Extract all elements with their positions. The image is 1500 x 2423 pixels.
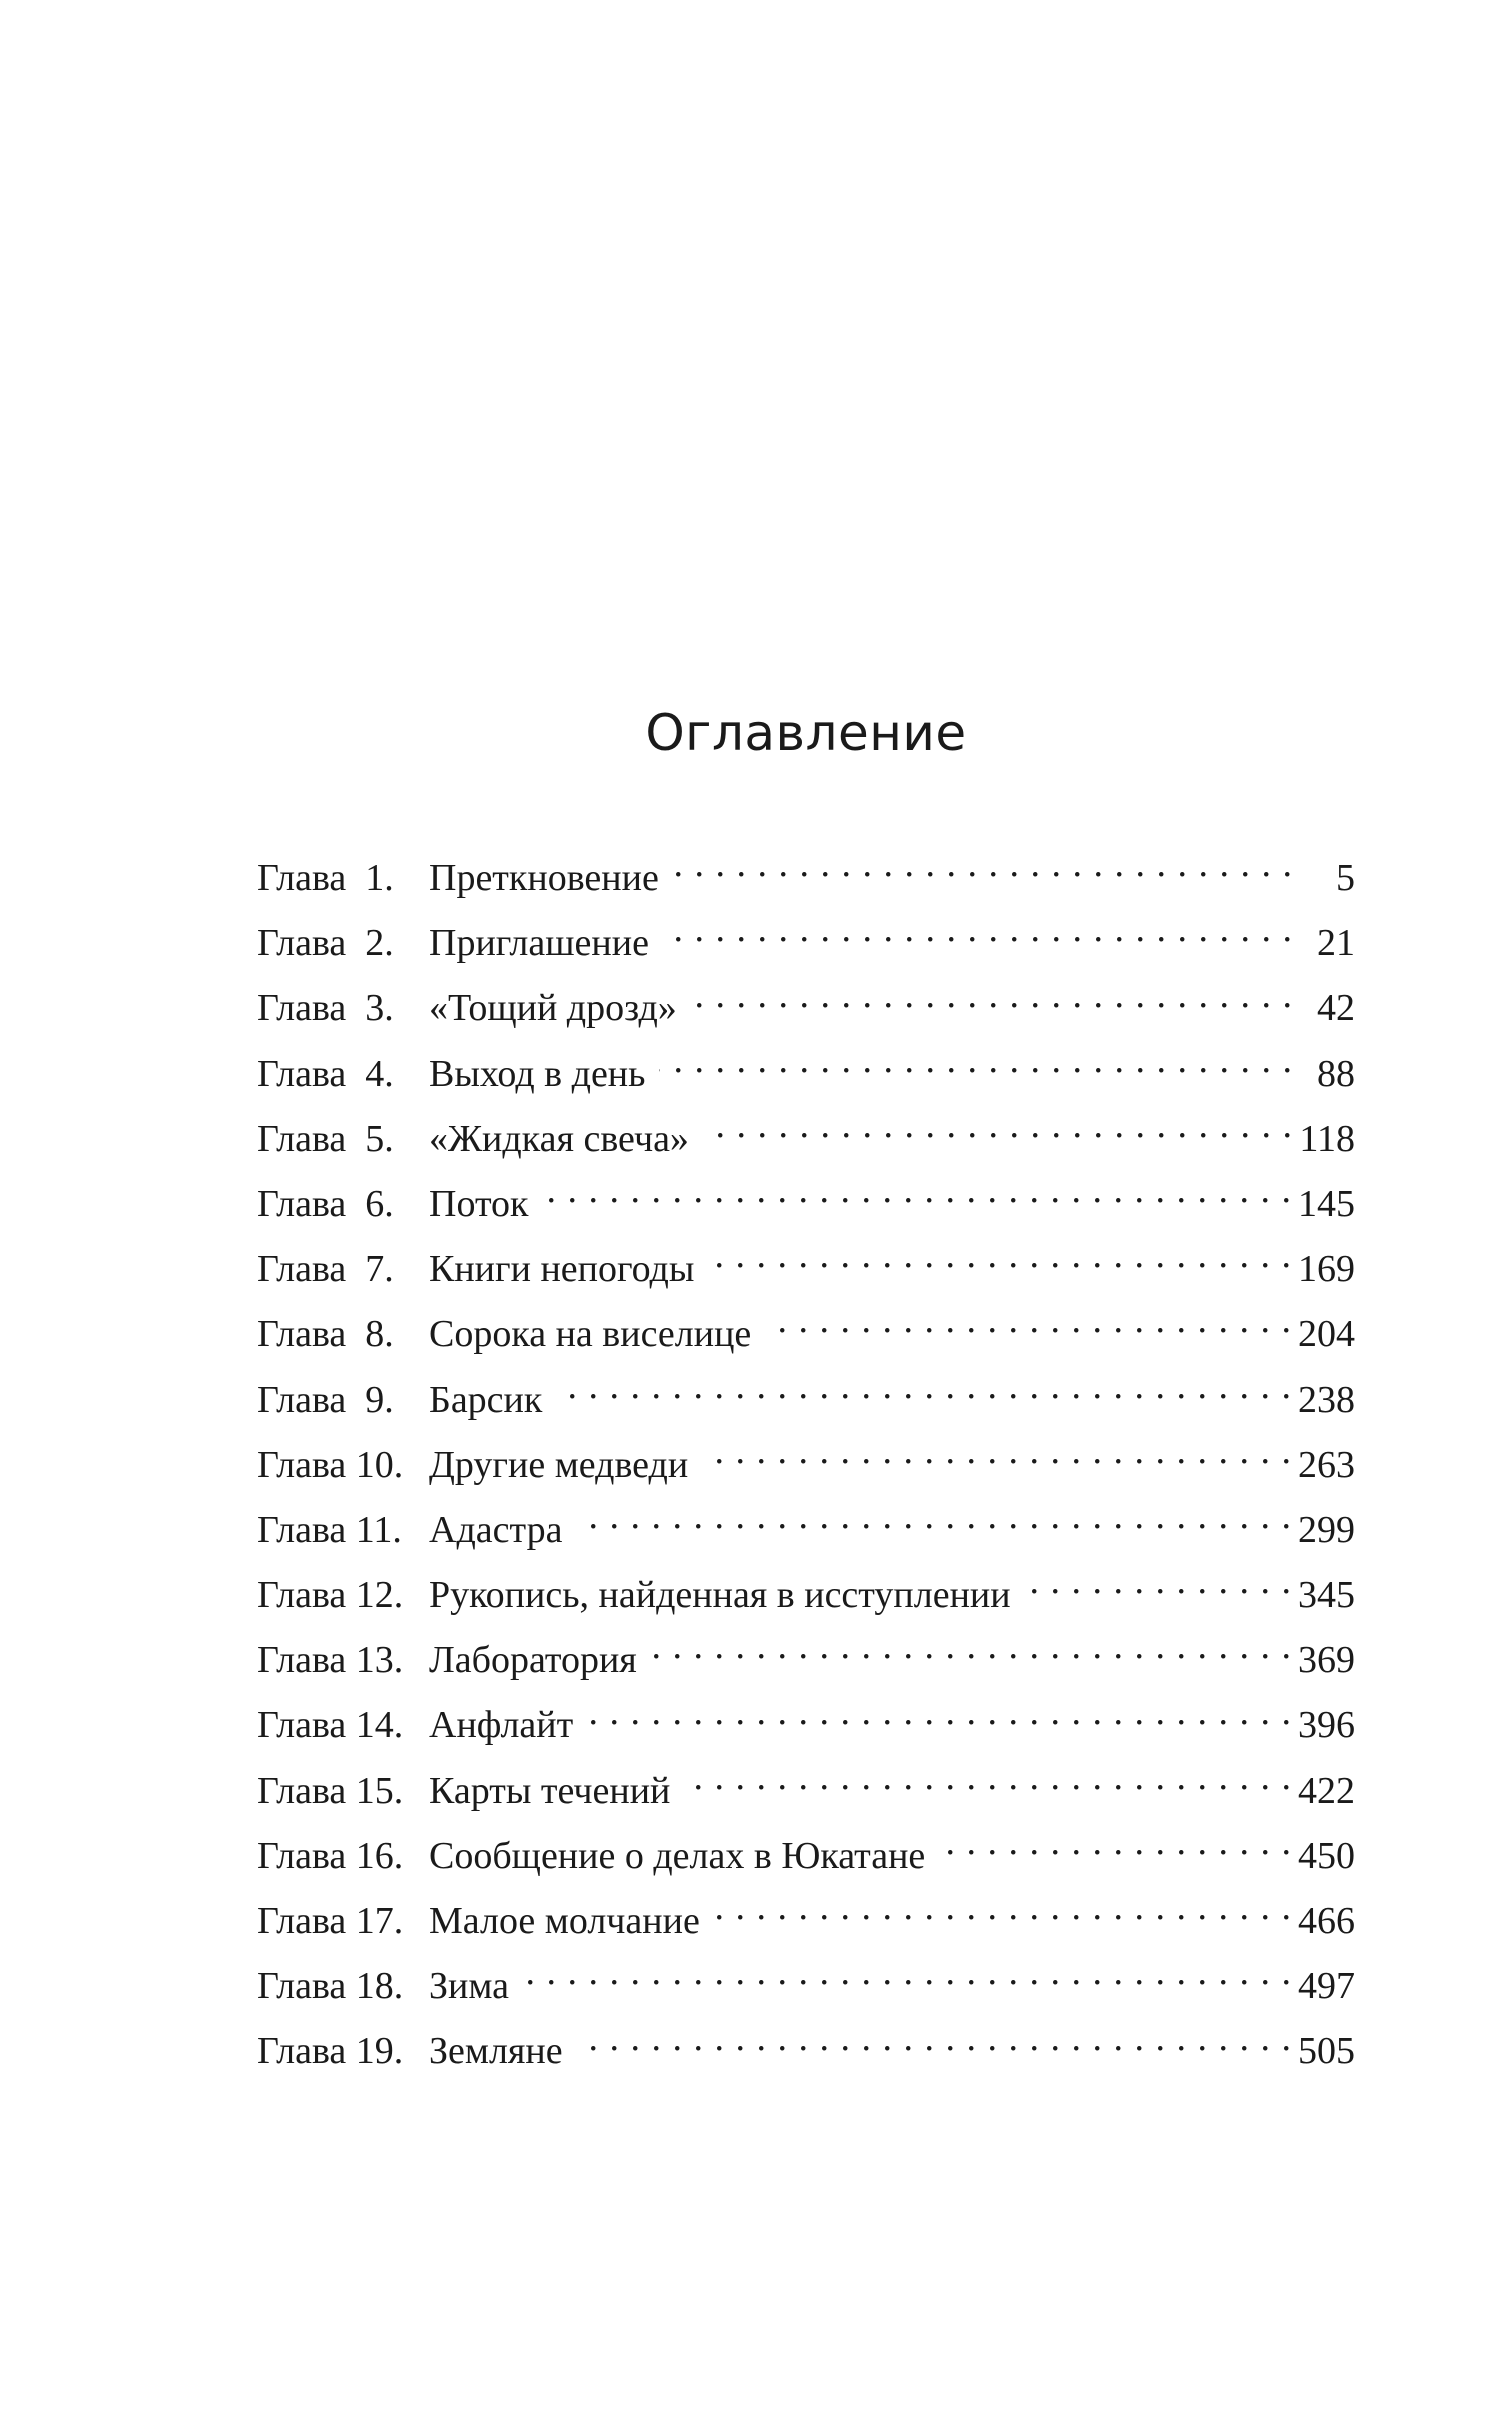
toc-entry [257,1302,1355,1367]
toc-entry-page: 505 [1298,2030,1355,2073]
toc-list [257,846,1355,2085]
toc-entry-page: 345 [1298,1574,1355,1617]
toc-entry-leader [651,1634,1292,1672]
toc-entry-chapter: Глава 16. [257,1834,404,1877]
toc-entry [257,1693,1355,1758]
toc-entry-chapter: Глава 1. [257,857,394,899]
toc-entry-chapter: Глава 10. [257,1443,404,1486]
toc-entry-chapter: Глава 19. [257,2030,404,2073]
toc-entry-title: «Тощий дрозд» [429,987,677,1030]
toc-entry-leader [556,1374,1292,1412]
toc-entry-title: Рукопись, найденная в исступлении [429,1574,1011,1617]
toc-entry-leader [708,1243,1292,1281]
toc-entry-page: 497 [1298,1965,1355,2008]
toc-entry-chapter: Глава 18. [257,1965,404,2008]
toc-entry-leader [659,1048,1293,1086]
toc-entry-chapter: Глава 6. [257,1182,394,1225]
toc-entry-page: 299 [1298,1508,1355,1551]
toc-entry [257,976,1355,1041]
toc-entry-page: 169 [1298,1248,1355,1291]
toc-entry [257,1759,1355,1824]
toc-entry-title: Барсик [429,1378,543,1421]
toc-entry-title: Преткновение [429,857,659,899]
toc-entry [257,1628,1355,1693]
toc-entry-page: 466 [1298,1900,1355,1942]
toc-entry-leader [673,852,1293,890]
toc-entry-page: 88 [1317,1052,1355,1095]
toc-entry-leader [765,1308,1292,1346]
toc-entry-title: Лаборатория [429,1639,637,1682]
toc-entry-chapter: Глава 15. [257,1769,404,1812]
toc-entry [257,911,1355,976]
toc-entry-title: Приглашение [429,922,649,965]
toc-entry-title: Анфлайт [429,1704,574,1747]
toc-entry-chapter: Глава 13. [257,1639,404,1682]
toc-entry [257,1824,1355,1889]
toc-entry-leader [543,1178,1292,1216]
toc-entry-page: 238 [1298,1378,1355,1421]
toc-entry-chapter: Глава 2. [257,922,394,965]
toc-entry-title: Книги непогоды [429,1248,695,1291]
toc-entry-leader [939,1830,1292,1868]
toc-entry-leader [523,1960,1292,1998]
toc-entry-leader [576,1504,1292,1542]
toc-entry-title: Зима [429,1965,510,2008]
toc-entry-chapter: Глава 5. [257,1117,394,1160]
toc-entry-page: 263 [1298,1443,1355,1486]
toc-entry-page: 5 [1336,857,1355,899]
toc-heading: Оглавление [645,704,967,762]
toc-entry-leader [702,1439,1292,1477]
toc-entry-chapter: Глава 11. [257,1508,402,1551]
toc-entry-page: 204 [1298,1313,1355,1356]
toc-entry [257,1368,1355,1433]
toc-entry-leader [703,1113,1293,1151]
toc-entry-chapter: Глава 7. [257,1248,394,1291]
toc-entry [257,1172,1355,1237]
toc-entry-leader [691,982,1293,1020]
toc-entry-leader [587,1699,1292,1737]
toc-entry [257,1433,1355,1498]
toc-entry-title: Сообщение о делах в Юкатане [429,1834,926,1877]
toc-entry-chapter: Глава 12. [257,1574,404,1617]
toc-entry-leader [663,917,1293,955]
toc-entry [257,1498,1355,1563]
toc-entry-title: Поток [429,1182,529,1225]
toc-entry-title: «Жидкая свеча» [429,1117,689,1160]
toc-entry-chapter: Глава 14. [257,1704,404,1747]
toc-entry [257,1237,1355,1302]
toc-entry-leader [684,1765,1292,1803]
toc-entry-chapter: Глава 4. [257,1052,394,1095]
toc-entry [257,1889,1355,1954]
toc-entry-page: 145 [1298,1182,1355,1225]
toc-entry-leader [577,2025,1292,2063]
toc-entry-title: Сорока на виселице [429,1313,752,1356]
toc-entry [257,846,1355,911]
toc-entry-page: 21 [1317,922,1355,965]
toc-entry [257,2019,1355,2084]
toc-entry-title: Малое молчание [429,1900,700,1942]
toc-entry-chapter: Глава 9. [257,1378,394,1421]
toc-entry [257,1563,1355,1628]
toc-entry-chapter: Глава 8. [257,1313,394,1356]
toc-entry-page: 369 [1298,1639,1355,1682]
toc-entry-page: 422 [1298,1769,1355,1812]
toc-entry-title: Земляне [429,2030,563,2073]
toc-entry-chapter: Глава 17. [257,1900,404,1942]
toc-entry [257,1107,1355,1172]
toc-entry [257,1954,1355,2019]
toc-entry-page: 42 [1317,987,1355,1030]
toc-entry-page: 450 [1298,1834,1355,1877]
toc-entry-leader [714,1895,1292,1933]
toc-entry-leader [1025,1569,1292,1607]
toc-entry-page: 118 [1299,1117,1355,1160]
toc-entry-title: Другие медведи [429,1443,689,1486]
toc-entry-chapter: Глава 3. [257,987,394,1030]
toc-entry-page: 396 [1298,1704,1355,1747]
toc-entry [257,1042,1355,1107]
toc-entry-title: Адастра [429,1508,563,1551]
toc-entry-title: Карты течений [429,1769,671,1812]
toc-entry-title: Выход в день [429,1052,646,1095]
